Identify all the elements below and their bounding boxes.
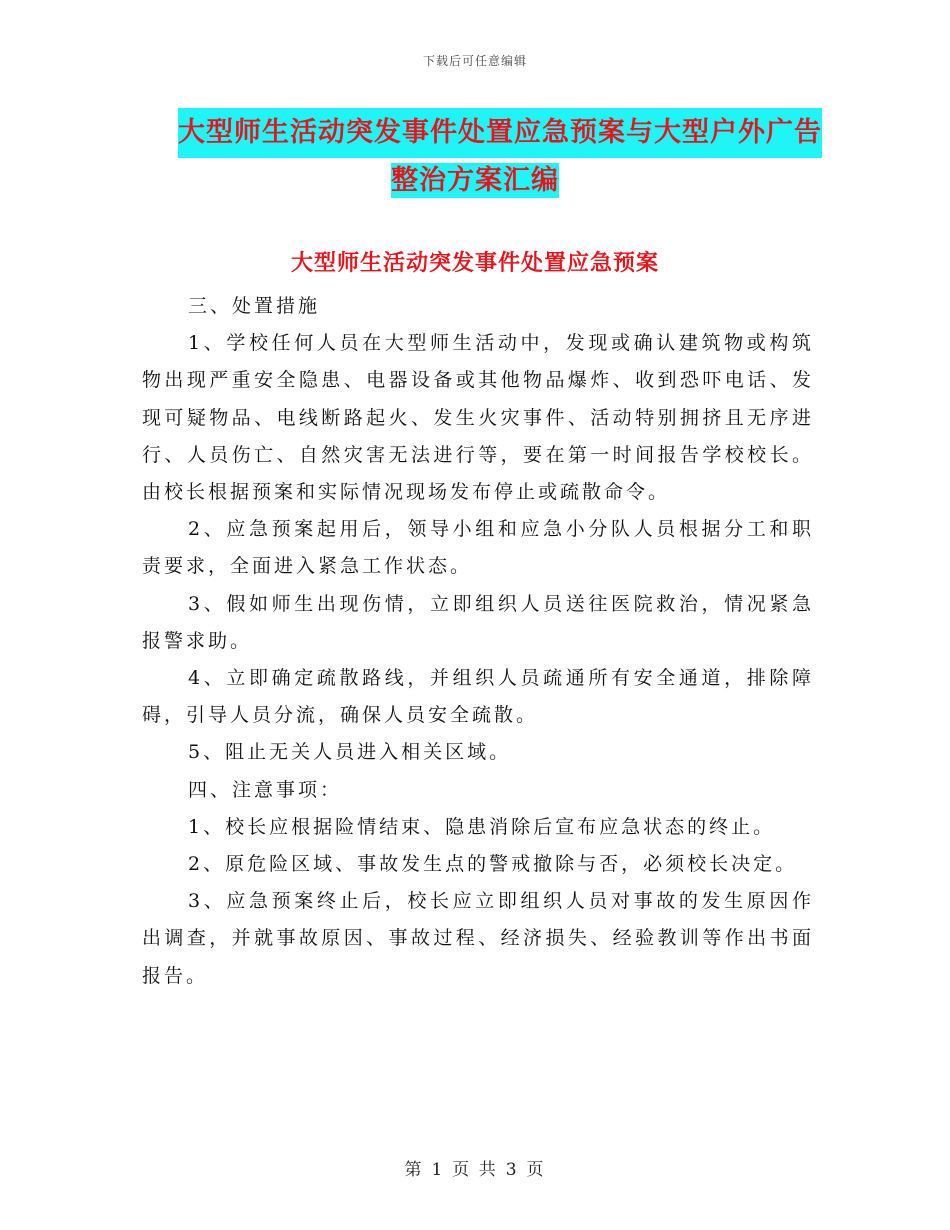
- page-suffix: 页: [526, 1160, 546, 1180]
- paragraph-measure-1: 1、学校任何人员在大型师生活动中，发现或确认建筑物或构筑物出现严重安全隐患、电器设备或其他物品爆炸、收到恐吓电话、发现可疑物品、电线断路起火、发生火灾事件、活动特别拥挤且无序进行、人员伤亡、自然灾害无法进行等，要在第一时间报告学校校长。由校长根据预案和实际情况现场发布停止或疏散命令。: [142, 332, 814, 504]
- paragraph-note-3: 3、应急预案终止后，校长应立即组织人员对事故的发生原因作出调查，并就事故原因、事故过程、经济损失、经验教训等作出书面报告。: [142, 890, 814, 987]
- section-title: 大型师生活动突发事件处置应急预案: [290, 251, 659, 276]
- header-note: 下载后可任意编辑: [422, 54, 527, 68]
- document-body: [142, 288, 814, 995]
- page-current: 1: [431, 1160, 445, 1180]
- page-number-footer: [0, 1155, 950, 1180]
- page-total: 3: [505, 1160, 519, 1180]
- paragraph-measure-3: 3、假如师生出现伤情，立即组织人员送往医院救治，情况紧急报警求助。: [142, 592, 814, 652]
- paragraph-heading-notes: 四、注意事项：: [188, 778, 343, 801]
- paragraph-note-2: 2、原危险区域、事故发生点的警戒撤除与否，必须校长决定。: [188, 853, 798, 876]
- paragraph-measure-2: 2、应急预案起用后，领导小组和应急小分队人员根据分工和职责要求，全面进入紧急工作状态。: [142, 518, 814, 578]
- page-mid: 页 共: [452, 1160, 498, 1180]
- main-title-line-1: 大型师生活动突发事件处置应急预案与大型户外广告: [178, 108, 822, 158]
- paragraph-heading-measures: 三、处置措施: [188, 295, 321, 317]
- document-main-title: [0, 108, 950, 204]
- page-prefix: 第: [404, 1160, 424, 1180]
- paragraph-measure-4: 4、立即确定疏散路线，并组织人员疏通所有安全通道，排除障碍，引导人员分流，确保人员安全疏散。: [142, 667, 814, 727]
- main-title-line-2: 整治方案汇编: [391, 165, 559, 196]
- paragraph-measure-5: 5、阻止无关人员进入相关区域。: [188, 741, 512, 764]
- paragraph-note-1: 1、校长应根据险情结束、隐患消除后宣布应急状态的终止。: [188, 815, 776, 838]
